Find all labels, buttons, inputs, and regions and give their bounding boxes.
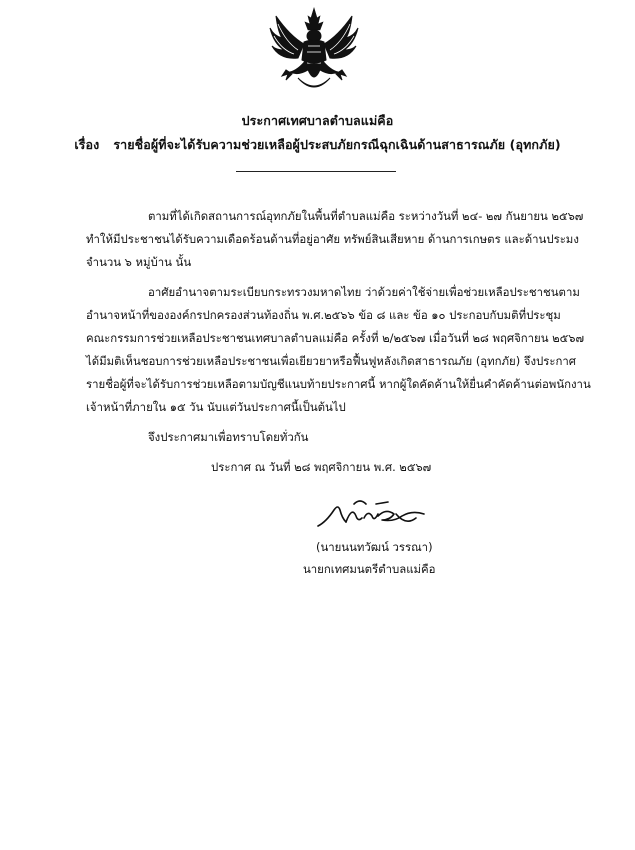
header-divider bbox=[236, 171, 396, 172]
paragraph-1-line: ทำให้มีประชาชนได้รับความเดือดร้อนด้านที่อยู่อาศัย ทรัพย์สินเสียหาย ด้านการเกษตร และด้านประมง bbox=[86, 232, 579, 246]
signer-title: นายกเทศมนตรีตำบลแม่คือ bbox=[303, 562, 436, 576]
document-header bbox=[0, 111, 635, 131]
paragraph-2-line: ได้มีมติเห็นชอบการช่วยเหลือประชาชนเพื่อเยียวยาหรือฟื้นฟูหลังเกิดสาธารณภัย (อุทกภัย) จึงประกาศ bbox=[86, 354, 576, 368]
date-line: ประกาศ ณ วันที่ ๒๘ พฤศจิกายน พ.ศ. ๒๕๖๗ bbox=[211, 460, 432, 474]
paragraph-2-line: อาศัยอำนาจตามระเบียบกระทรวงมหาดไทย ว่าด้วยค่าใช้จ่ายเพื่อช่วยเหลือประชาชนตาม bbox=[148, 285, 580, 299]
paragraph-1-line: ตามที่ได้เกิดสถานการณ์อุทกภัยในพื้นที่ตำบลแม่คือ ระหว่างวันที่ ๒๔- ๒๗ กันยายน ๒๕๖๗ bbox=[148, 209, 584, 223]
paragraph-2-line: รายชื่อผู้ที่จะได้รับการช่วยเหลือตามบัญชีแนบท้ายประกาศนี้ หากผู้ใดคัดค้านให้ยื่นคำคัดค้านต่อพนักงาน bbox=[86, 377, 591, 391]
subject-line bbox=[0, 135, 635, 155]
paragraph-2-line: อำนาจหน้าที่ขององค์กรปกครองส่วนท้องถิ่น พ.ศ.๒๕๖๖ ข้อ ๘ และ ข้อ ๑๐ ประกอบกับมติที่ประชุม bbox=[86, 308, 561, 322]
subject-label: เรื่อง bbox=[74, 137, 100, 152]
announcement-text: จึงประกาศมาเพื่อทราบโดยทั่วกัน bbox=[148, 430, 309, 444]
paragraph-1-line: จำนวน ๖ หมู่บ้าน นั้น bbox=[86, 255, 192, 269]
paragraph-2-line: คณะกรรมการช่วยเหลือประชาชนเทศบาลตำบลแม่คือ ครั้งที่ ๒/๒๕๖๗ เมื่อวันที่ ๒๘ พฤศจิกายน ๒๕๖๗ bbox=[86, 331, 585, 345]
garuda-emblem-icon bbox=[268, 6, 360, 96]
signature-image bbox=[316, 496, 428, 530]
signer-name: (นายนนทวัฒน์ วรรณา) bbox=[316, 540, 433, 554]
organization-title: ประกาศเทศบาลตำบลแม่คือ bbox=[241, 113, 394, 128]
subject-text: รายชื่อผู้ที่จะได้รับความช่วยเหลือผู้ประสบภัยกรณีฉุกเฉินด้านสาธารณภัย (อุทกภัย) bbox=[113, 137, 561, 152]
paragraph-2-line: เจ้าหน้าที่ภายใน ๑๕ วัน นับแต่วันประกาศนี้เป็นต้นไป bbox=[86, 400, 346, 414]
